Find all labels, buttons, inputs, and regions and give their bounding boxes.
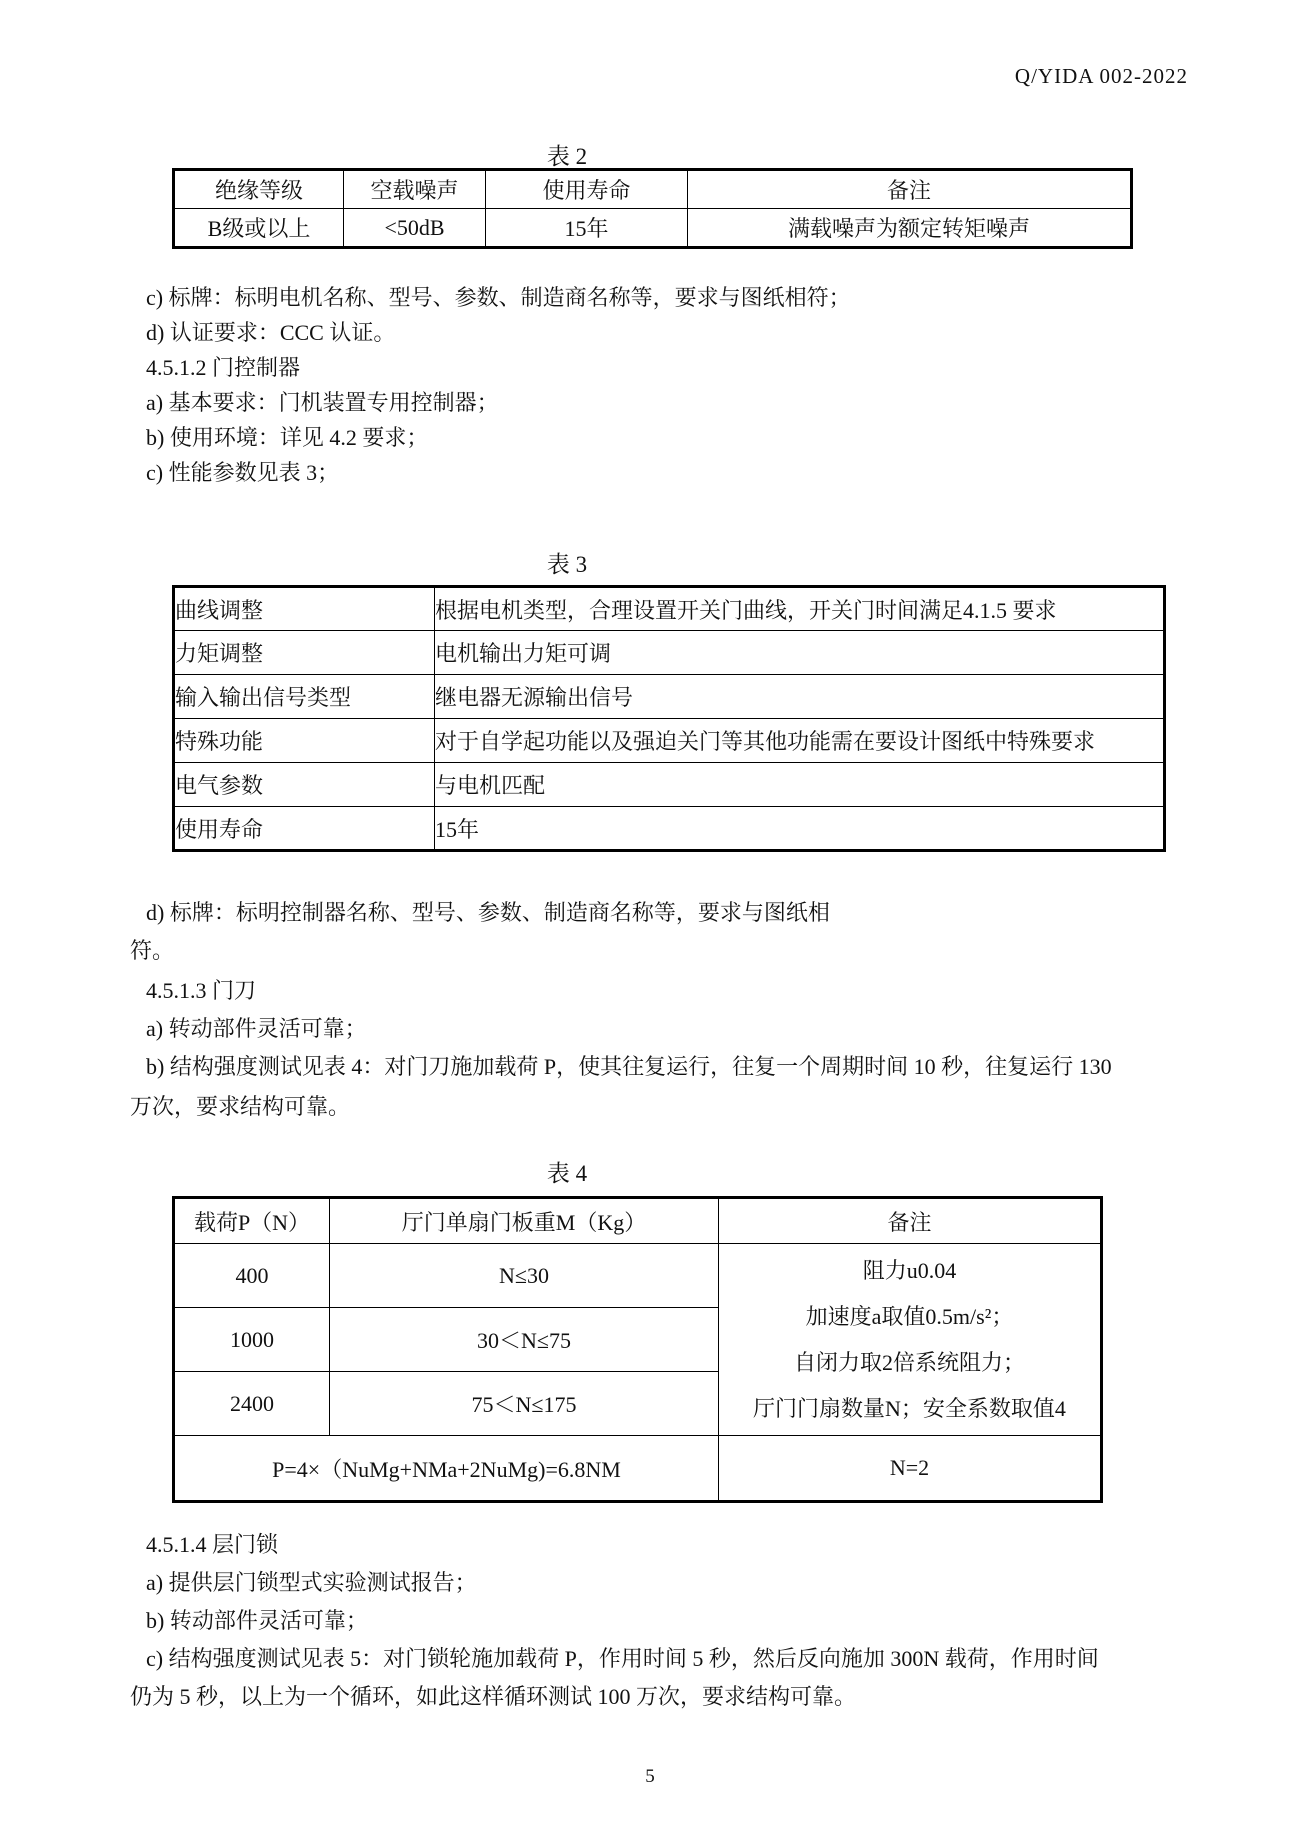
table4-weight-cell: N≤30 [330, 1244, 719, 1308]
table2 [172, 168, 1133, 249]
table2-caption: 表 2 [546, 144, 588, 169]
table3-value-cell: 与电机匹配 [435, 763, 1165, 807]
paragraph-line: 仍为 5 秒，以上为一个循环，如此这样循环测试 100 万次，要求结构可靠。 [130, 1684, 857, 1709]
standard-number: Q/YIDA 002-2022 [1014, 64, 1188, 88]
table4-header-cell: 载荷P（N） [174, 1198, 330, 1244]
table3-label-cell: 曲线调整 [174, 587, 435, 631]
paragraph-line: a) 转动部件灵活可靠； [146, 1016, 367, 1041]
table2-cell: <50dB [344, 209, 486, 248]
table3-row [174, 763, 1165, 807]
paragraph-line: c) 结构强度测试见表 5：对门锁轮施加载荷 P，作用时间 5 秒，然后反向施加 300N 载荷，作用时间 [146, 1646, 1099, 1671]
table4-formula-row [174, 1436, 1102, 1502]
paragraph-line: c) 性能参数见表 3； [146, 460, 340, 485]
table4-caption: 表 4 [546, 1161, 588, 1186]
remark-line: 厅门门扇数量N；安全系数取值4 [753, 1395, 1066, 1421]
table3-caption: 表 3 [546, 552, 588, 577]
table3-value-cell: 对于自学起功能以及强迫关门等其他功能需在要设计图纸中特殊要求 [435, 719, 1165, 763]
section-heading: 4.5.1.4 层门锁 [146, 1532, 279, 1557]
table2-header-cell: 空载噪声 [344, 170, 486, 209]
paragraph-line: d) 认证要求：CCC 认证。 [146, 320, 396, 345]
table3-value-cell: 根据电机类型，合理设置开关门曲线，开关门时间满足4.1.5 要求 [435, 587, 1165, 631]
paragraph-line: a) 提供层门锁型式实验测试报告； [146, 1570, 477, 1595]
page-number: 5 [645, 1766, 655, 1787]
table4 [172, 1196, 1103, 1503]
table4-header-cell: 厅门单扇门板重M（Kg） [330, 1198, 719, 1244]
section-heading: 4.5.1.2 门控制器 [146, 355, 301, 380]
table4-remark-cell [719, 1244, 1102, 1436]
table3-value-cell: 电机输出力矩可调 [435, 631, 1165, 675]
table3-label-cell: 使用寿命 [174, 807, 435, 851]
table2-data-row [174, 209, 1132, 248]
table3-value-cell: 继电器无源输出信号 [435, 675, 1165, 719]
table3 [172, 585, 1166, 852]
table2-header-cell: 备注 [688, 170, 1132, 209]
paragraph-line: 万次，要求结构可靠。 [130, 1094, 351, 1119]
table3-row [174, 807, 1165, 851]
remark-line: 自闭力取2倍系统阻力； [793, 1349, 1025, 1375]
table4-formula-cell: P=4×（NuMg+NMa+2NuMg)=6.8NM [174, 1436, 719, 1502]
table2-header-cell: 绝缘等级 [174, 170, 344, 209]
paragraph-line: 符。 [130, 938, 175, 963]
table4-load-cell: 400 [174, 1244, 330, 1308]
table2-cell: B级或以上 [174, 209, 344, 248]
table2-header-row [174, 170, 1132, 209]
table4-load-cell: 2400 [174, 1372, 330, 1436]
table2-cell: 满载噪声为额定转矩噪声 [688, 209, 1132, 248]
paragraph-line: c) 标牌：标明电机名称、型号、参数、制造商名称等，要求与图纸相符； [146, 285, 851, 310]
table3-value-cell: 15年 [435, 807, 1165, 851]
table3-row [174, 675, 1165, 719]
table4-weight-cell: 30＜N≤75 [330, 1308, 719, 1372]
table3-label-cell: 输入输出信号类型 [174, 675, 435, 719]
table2-header-cell: 使用寿命 [486, 170, 688, 209]
section-heading: 4.5.1.3 门刀 [146, 978, 257, 1003]
table4-formula-remark-cell: N=2 [719, 1436, 1102, 1502]
table2-cell: 15年 [486, 209, 688, 248]
paragraph-line: a) 基本要求：门机装置专用控制器； [146, 390, 499, 415]
remark-line: 阻力u0.04 [862, 1257, 957, 1283]
paragraph-line: b) 使用环境：详见 4.2 要求； [146, 425, 429, 450]
paragraph-line: d) 标牌：标明控制器名称、型号、参数、制造商名称等，要求与图纸相 [146, 900, 830, 925]
table3-label-cell: 电气参数 [174, 763, 435, 807]
remark-line: 加速度a取值0.5m/s²； [805, 1303, 1014, 1329]
table4-load-cell: 1000 [174, 1308, 330, 1372]
table3-row [174, 587, 1165, 631]
table3-row [174, 631, 1165, 675]
table4-weight-cell: 75＜N≤175 [330, 1372, 719, 1436]
table3-label-cell: 特殊功能 [174, 719, 435, 763]
paragraph-line: b) 结构强度测试见表 4：对门刀施加载荷 P，使其往复运行，往复一个周期时间 10 秒，往复运行 130 [146, 1054, 1112, 1079]
table4-data-row [174, 1244, 1102, 1308]
table3-label-cell: 力矩调整 [174, 631, 435, 675]
table4-header-cell: 备注 [719, 1198, 1102, 1244]
table4-header-row [174, 1198, 1102, 1244]
table3-row [174, 719, 1165, 763]
paragraph-line: b) 转动部件灵活可靠； [146, 1608, 368, 1633]
